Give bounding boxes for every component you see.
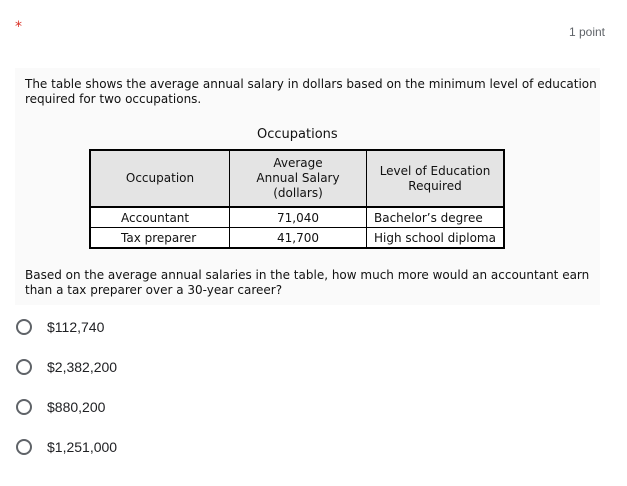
cell-salary: 71,040 [230,207,367,228]
cell-salary: 41,700 [230,228,367,249]
option-label[interactable]: $2,382,200 [47,359,118,375]
option-3[interactable] [16,398,117,438]
table-row [90,228,504,249]
points-label: 1 point [568,25,605,39]
question-image [15,68,600,305]
option-label[interactable]: $112,740 [47,319,105,335]
header-salary: Average Annual Salary (dollars) [230,150,367,207]
cell-occupation: Accountant [90,207,230,228]
radio-button-icon[interactable] [16,319,32,335]
radio-button-icon[interactable] [16,399,32,415]
answer-options [16,318,117,478]
header-education: Level of Education Required [367,150,505,207]
option-label[interactable]: $1,251,000 [47,439,118,455]
radio-button-icon[interactable] [16,439,32,455]
radio-button-icon[interactable] [16,359,32,375]
table-row [90,207,504,228]
option-2[interactable] [16,358,117,398]
occupations-table [89,149,505,249]
cell-education: High school diploma [367,228,505,249]
question-followup: Based on the average annual salaries in the table, how much more would an accountant earn than a tax preparer over a 30-year career? [25,268,590,297]
table-caption: Occupations [257,127,338,142]
option-label[interactable]: $880,200 [47,399,106,415]
cell-education: Bachelor’s degree [367,207,505,228]
required-marker: * [15,19,22,35]
option-1[interactable] [16,318,117,358]
option-4[interactable] [16,438,117,478]
header-occupation: Occupation [90,150,230,207]
cell-occupation: Tax preparer [90,228,230,249]
question-intro: The table shows the average annual salary in dollars based on the minimum level of education required for two occupations. [25,77,597,106]
